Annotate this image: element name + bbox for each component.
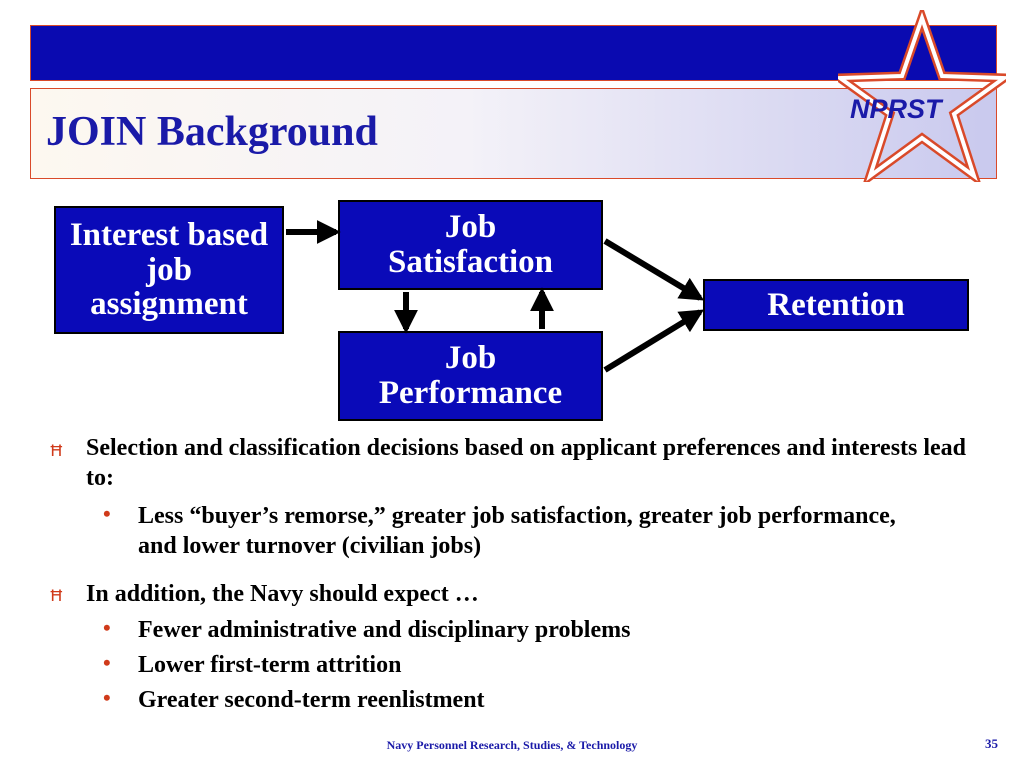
arrow-satisfaction-to-retention (605, 241, 700, 298)
bullet-2-sub-3: Greater second-term reenlistment (138, 687, 485, 713)
bullet-2-sub-2: Lower first-term attrition (138, 652, 402, 678)
node-retention (703, 279, 969, 331)
sub-bullet-dot: • (103, 685, 111, 710)
footer-text: Navy Personnel Research, Studies, & Technology (386, 738, 638, 752)
sub-bullet-dot: • (103, 615, 111, 640)
page-number: 35 (985, 736, 998, 751)
bullet-1-sub-1: Less “buyer’s remorse,” greater job satisfaction, greater job performance, and lower turnover (civilian jobs) (138, 503, 896, 559)
sub-bullet-dot: • (103, 650, 111, 675)
arrow-performance-to-retention (605, 312, 700, 370)
node-job-performance (338, 331, 603, 421)
node-interest-label: Interest based job assignment (69, 217, 269, 323)
page-title: JOIN Background (46, 109, 378, 155)
node-retention-label: Retention (767, 286, 905, 323)
hammer-glyph-icon: Ħ (49, 441, 64, 460)
bullet-2-sub-1: Fewer administrative and disciplinary problems (138, 617, 631, 643)
node-job-performance-label: Job Performance (378, 340, 563, 411)
logo-text: NPRST (850, 94, 942, 124)
node-job-satisfaction (338, 200, 603, 290)
bullet-2-text: In addition, the Navy should expect … (86, 581, 479, 607)
hammer-glyph-icon: Ħ (49, 586, 64, 605)
bullet-1-text: Selection and classification decisions based on applicant preferences and interests lead to: (86, 435, 967, 491)
node-interest (54, 206, 284, 334)
node-job-satisfaction-label: Job Satisfaction (388, 209, 553, 280)
sub-bullet-dot: • (103, 501, 111, 526)
